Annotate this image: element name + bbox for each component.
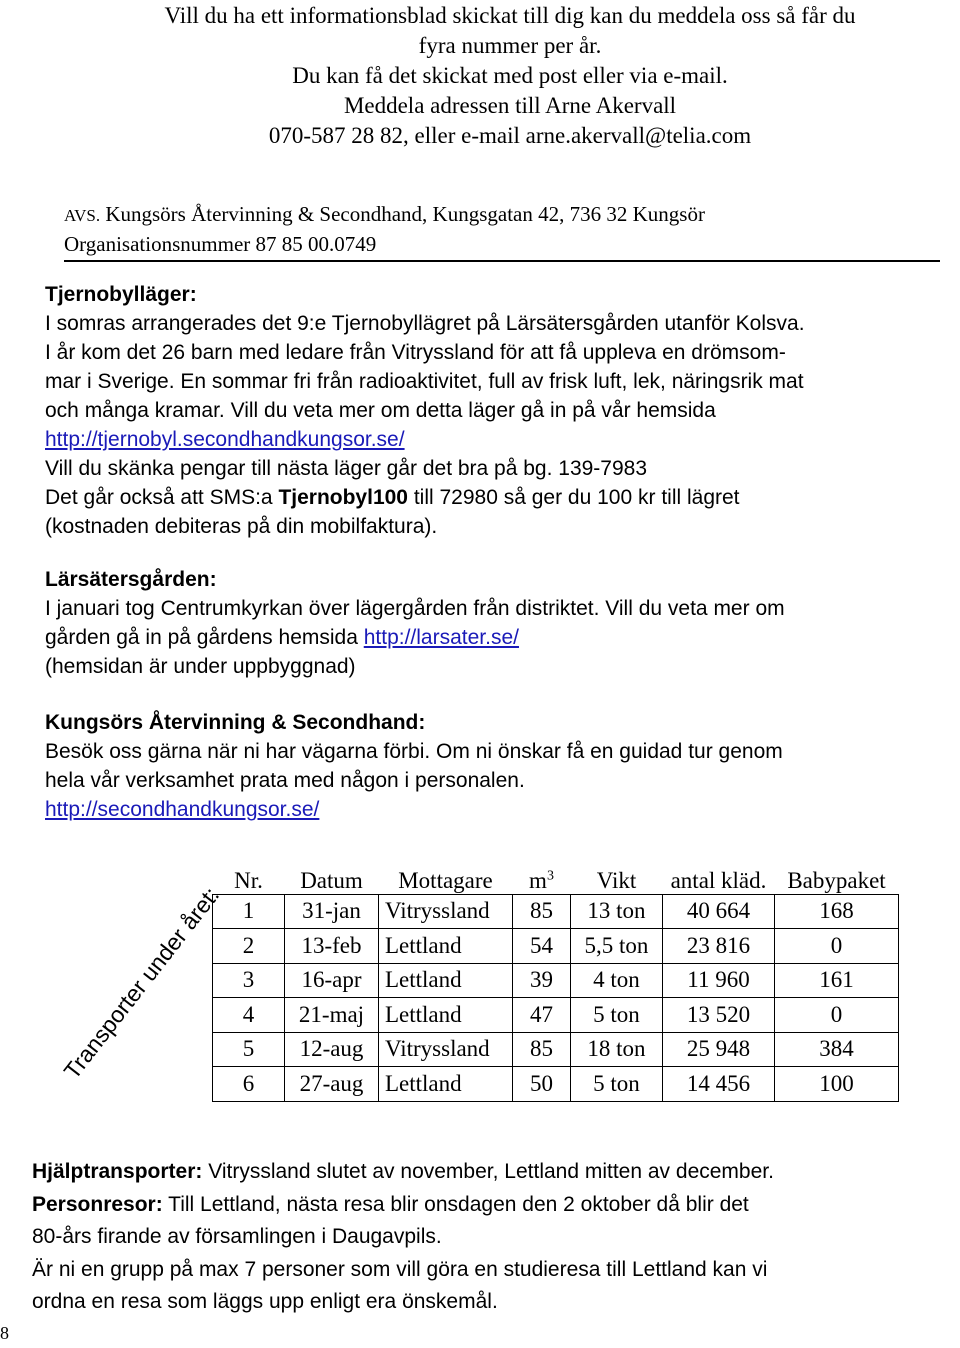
intro-line: Meddela adressen till Arne Akervall [343, 93, 677, 118]
cell-vikt: 5,5 ton [571, 929, 663, 964]
kungsor-link[interactable]: http://secondhandkungsor.se/ [45, 798, 320, 821]
cell-datum: 27-aug [285, 1067, 379, 1102]
larsater-section [45, 565, 785, 681]
cell-vikt: 18 ton [571, 1032, 663, 1067]
travel-line-2: 80-års firande av församlingen i Daugavpils. [32, 1225, 442, 1248]
cell-vikt: 13 ton [571, 894, 663, 929]
cell-antal: 23 816 [663, 929, 775, 964]
paragraph-text: gården gå in på gårdens hemsida [45, 626, 364, 649]
col-mottagare: Mottagare [379, 860, 513, 894]
group-line: Är ni en grupp på max 7 personer som vill göra en studieresa till Lettland kan vi [32, 1257, 768, 1281]
help-text: Vitryssland slutet av november, Lettland mitten av december. [202, 1160, 774, 1183]
tjernobyl-section [45, 280, 805, 541]
paragraph-line: Vill du skänka pengar till nästa läger går det bra på bg. 139-7983 [45, 457, 648, 480]
section-heading: Tjernobylläger: [45, 283, 197, 306]
cell-m3: 47 [513, 998, 571, 1033]
paragraph-line: Besök oss gärna när ni har vägarna förbi. Om ni önskar få en guidad tur genom [45, 740, 783, 763]
tjernobyl-link[interactable]: http://tjernobyl.secondhandkungsor.se/ [45, 428, 405, 451]
cell-mottagare: Vitryssland [379, 894, 513, 929]
table-row [213, 963, 899, 998]
sms-line [45, 483, 805, 512]
cell-baby: 161 [775, 963, 899, 998]
paragraph-line: I somras arrangerades det 9:e Tjernobyllägret på Lärsätersgården utanför Kolsva. [45, 312, 805, 335]
cell-mottagare: Vitryssland [379, 1032, 513, 1067]
cell-datum: 13-feb [285, 929, 379, 964]
cell-nr: 6 [213, 1067, 285, 1102]
intro-block [60, 1, 960, 151]
paragraph-line: I januari tog Centrumkyrkan över lägergården från distriktet. Vill du veta mer om [45, 597, 785, 620]
cell-antal: 40 664 [663, 894, 775, 929]
org-number: Organisationsnummer 87 85 00.0749 [64, 232, 377, 256]
table-header-row [213, 860, 899, 894]
col-vikt: Vikt [571, 860, 663, 894]
cell-datum: 16-apr [285, 963, 379, 998]
cell-vikt: 5 ton [571, 1067, 663, 1102]
paragraph-line: I år kom det 26 barn med ledare från Vitryssland för att få uppleva en drömsom- [45, 341, 786, 364]
intro-line: Du kan få det skickat med post eller via e-mail. [292, 63, 728, 88]
paragraph-line: (hemsidan är under uppbyggnad) [45, 655, 356, 678]
col-datum: Datum [285, 860, 379, 894]
col-antal: antal kläd. [663, 860, 775, 894]
sender-address [64, 200, 705, 230]
cell-antal: 25 948 [663, 1032, 775, 1067]
table-row [213, 894, 899, 929]
sender-block [64, 200, 705, 258]
kungsor-section [45, 708, 783, 824]
cell-nr: 4 [213, 998, 285, 1033]
section-heading: Kungsörs Återvinning & Secondhand: [45, 711, 426, 734]
table-row [213, 1067, 899, 1102]
cell-antal: 11 960 [663, 963, 775, 998]
transports-rotated-label: Transporter under året: [58, 882, 225, 1084]
paragraph-line: (kostnaden debiteras på din mobilfaktura). [45, 515, 438, 538]
cell-mottagare: Lettland [379, 963, 513, 998]
cell-mottagare: Lettland [379, 998, 513, 1033]
col-babypaket: Babypaket [775, 860, 899, 894]
cell-vikt: 5 ton [571, 998, 663, 1033]
sms-text: Det går också att SMS:a [45, 486, 279, 509]
cell-m3: 50 [513, 1067, 571, 1102]
divider [64, 260, 940, 262]
col-m3 [513, 860, 571, 894]
paragraph-line: hela vår verksamhet prata med någon i personalen. [45, 769, 525, 792]
cell-baby: 0 [775, 998, 899, 1033]
sms-text-end: till 72980 så ger du 100 kr till lägret [408, 486, 740, 509]
table-body [213, 894, 899, 1101]
cell-datum: 21-maj [285, 998, 379, 1033]
cell-baby: 0 [775, 929, 899, 964]
transports-table [212, 860, 899, 1102]
cell-mottagare: Lettland [379, 929, 513, 964]
cell-m3: 54 [513, 929, 571, 964]
cell-baby: 100 [775, 1067, 899, 1102]
paragraph-line [45, 623, 785, 652]
cell-datum: 31-jan [285, 894, 379, 929]
cell-antal: 14 456 [663, 1067, 775, 1102]
group-line-2: ordna en resa som läggs upp enligt era önskemål. [32, 1290, 498, 1313]
cell-m3: 39 [513, 963, 571, 998]
col-nr: Nr. [213, 860, 285, 894]
col-m3-sup: 3 [546, 867, 554, 883]
intro-line: Vill du ha ett informationsblad skickat till dig kan du meddela oss så får du [164, 3, 856, 28]
cell-datum: 12-aug [285, 1032, 379, 1067]
table-row [213, 929, 899, 964]
intro-line: fyra nummer per år. [418, 33, 602, 58]
cell-vikt: 4 ton [571, 963, 663, 998]
paragraph-line: och många kramar. Vill du veta mer om detta läger gå in på vår hemsida [45, 399, 716, 422]
cell-baby: 168 [775, 894, 899, 929]
paragraph-line: mar i Sverige. En sommar fri från radioaktivitet, full av frisk luft, lek, näringsrik mat [45, 370, 804, 393]
travel-label: Personresor: [32, 1192, 163, 1216]
help-transport-line [32, 1156, 774, 1189]
footer-section [32, 1156, 774, 1319]
intro-line: 070-587 28 82, eller e-mail arne.akervall@telia.com [268, 123, 752, 148]
sms-code: Tjernobyl100 [278, 486, 408, 509]
cell-antal: 13 520 [663, 998, 775, 1033]
col-m3-text: m [529, 867, 547, 893]
travel-line [32, 1189, 774, 1222]
cell-nr: 3 [213, 963, 285, 998]
table-row [213, 1032, 899, 1067]
section-heading: Lärsätersgården: [45, 568, 217, 591]
cell-nr: 1 [213, 894, 285, 929]
larsater-link[interactable]: http://larsater.se/ [363, 626, 519, 649]
travel-text: Till Lettland, nästa resa blir onsdagen den 2 oktober då blir det [162, 1192, 749, 1216]
sender-address-text: Kungsörs Återvinning & Secondhand, Kungsgatan 42, 736 32 Kungsör [100, 202, 705, 226]
table-row [213, 998, 899, 1033]
cell-baby: 384 [775, 1032, 899, 1067]
cell-m3: 85 [513, 1032, 571, 1067]
avs-label: AVS. [64, 206, 101, 225]
page-number: 8 [0, 1323, 9, 1343]
cell-nr: 2 [213, 929, 285, 964]
cell-m3: 85 [513, 894, 571, 929]
cell-mottagare: Lettland [379, 1067, 513, 1102]
help-label: Hjälptransporter: [32, 1160, 203, 1183]
cell-nr: 5 [213, 1032, 285, 1067]
